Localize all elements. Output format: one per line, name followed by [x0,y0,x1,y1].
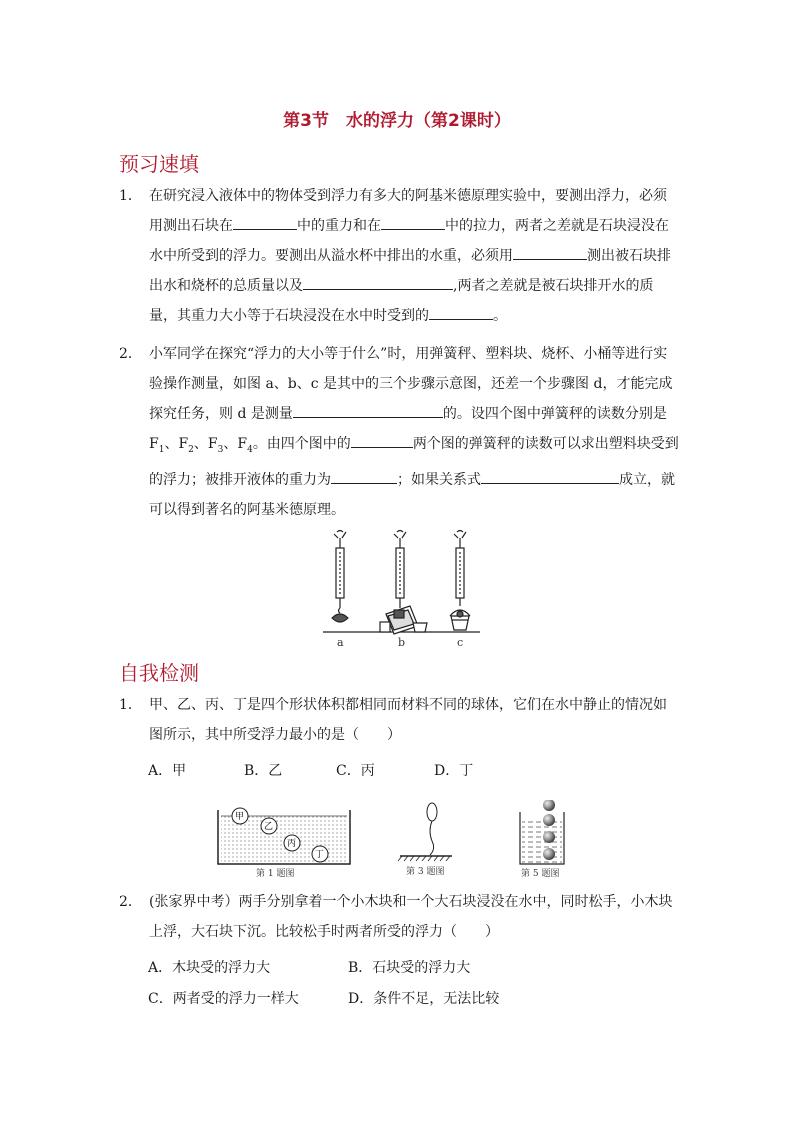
figure-3-balloon [398,803,452,861]
option-a[interactable]: A．木块受的浮力大 [148,960,271,976]
figure-5-beaker [520,800,564,864]
option-a[interactable]: A．甲 [148,763,187,779]
small-bucket-b [413,623,427,632]
experiment-figure [320,528,485,650]
ball-bing: 丙 [287,839,297,849]
option-b[interactable]: B．乙 [244,763,283,779]
spring-scale-a [334,531,346,614]
ball-yi: 乙 [264,822,274,832]
check-q1-figures [216,800,570,880]
small-bucket-c [451,616,469,630]
section-heading-preview: 预习速填 [119,152,199,176]
check-question-2: 2． (张家界中考）两手分别拿着一个小木块和一个大石块浸没在水中，同时松手，小木块上浮，大石块下沉。比较松手时两者所受的浮力（ ） [119,894,673,940]
blank-1[interactable] [233,215,297,230]
ball-jia: 甲 [235,812,245,822]
preview-question-1: 1． 在研究浸入液体中的物体受到浮力有多大的阿基米德原理实验中，要测出浮力，必须用测出石块在 中的重力和在 中的拉力，两者之差就是石块浸没在水中所受到的浮力。要测出从溢水杯中排出的水重，必须用 测出被石块排出水和烧杯的总质量以及 ,两者之差就是被石块排开水的质量，其重力大小等于石块浸没在水中时受到的 。 [119,188,671,324]
section-heading-check: 自我检测 [119,661,199,685]
plastic-block-a [332,614,348,622]
ball-ding: 丁 [315,850,325,860]
blank-8[interactable] [331,469,397,484]
option-d[interactable]: D．条件不足，无法比较 [348,991,500,1007]
caption-fig-5: 第 5 题图 [521,869,560,879]
blank-7[interactable] [351,433,413,448]
caption-fig-1: 第 1 题图 [256,869,295,879]
caption-fig-3: 第 3 题图 [406,867,445,877]
blank-2[interactable] [381,215,445,230]
blank-5[interactable] [429,305,493,320]
blank-9[interactable] [481,469,619,484]
blank-4[interactable] [303,275,453,290]
option-c[interactable]: C．两者受的浮力一样大 [148,991,299,1007]
blank-6[interactable] [293,403,443,418]
check-question-1: 1． 甲、乙、丙、丁是四个形状体积都相同而材料不同的球体，它们在水中静止的情况如图所示，其中所受浮力最小的是（ ） [119,697,667,743]
preview-question-2: 2． 小军同学在探究“浮力的大小等于什么”时，用弹簧秤、塑料块、烧杯、小桶等进行实验操作测量，如图 a、b、c 是其中的三个步骤示意图，还差一个步骤图 d，才能完成探究任务，则 d 是测量 的。设四个图中弹簧秤的读数分别是 $F_1$、$F_2$、$F_3$、$F_4$。由四个图中的 两个图的弹簧秤的读数可以求出塑料块受到的浮力；被排开液体的重力为 ；如果关系式 成立，就可以得到著名的阿基米德原理。 [119,346,679,518]
page-title: 第3节 水的浮力（第2课时） [283,111,511,131]
fig-label-a: a [337,636,344,649]
plastic-block-b [394,610,404,618]
fig-label-c: c [457,636,464,649]
spring-scale-c [454,531,466,607]
blank-3[interactable] [513,245,587,260]
option-d[interactable]: D．丁 [434,763,474,779]
spring-scale-b [394,531,406,609]
option-b[interactable]: B．石块受的浮力大 [348,960,471,976]
fig-label-b: b [398,636,406,649]
option-c[interactable]: C．丙 [336,763,375,779]
